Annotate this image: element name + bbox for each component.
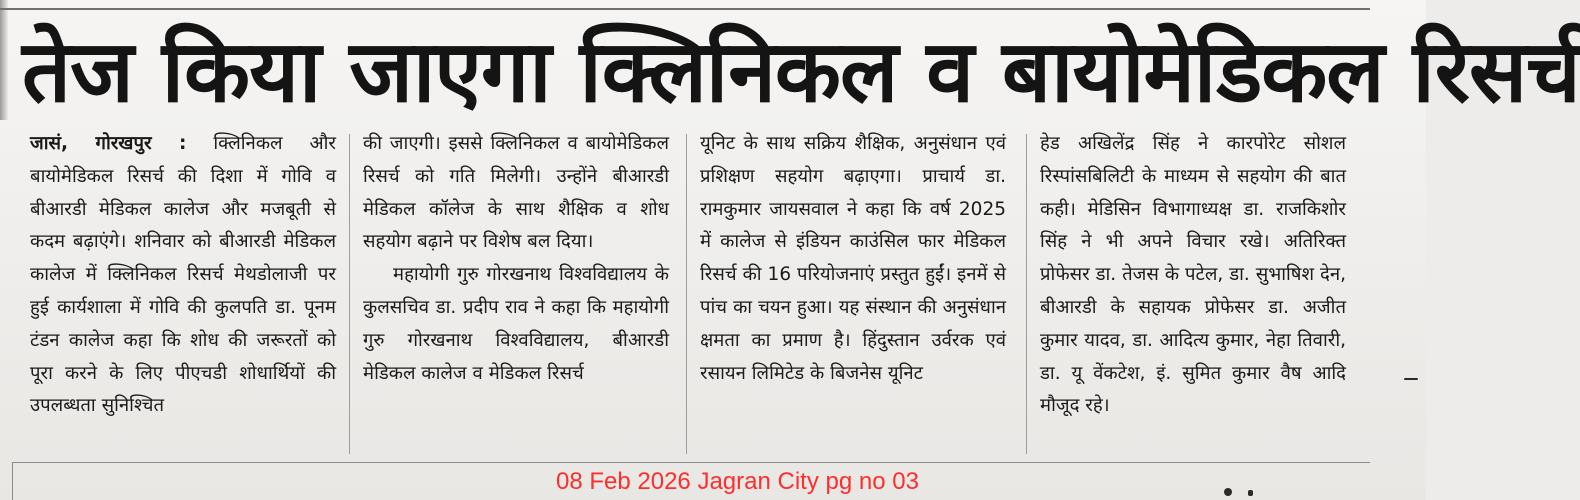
column-divider (1026, 134, 1027, 454)
bottom-rule-left (12, 462, 13, 500)
column-3-text: यूनिट के साथ सक्रिय शैक्षिक, अनुसंधान एवं प्रशिक्षण सहयोग बढ़ाएगा। प्राचार्य डा. रामकुमार जायसवाल ने कहा कि वर्ष 2025 में कालेज से इंडियन काउंसिल फार मेडिकल रिसर्च की 16 परियोजनाएं प्रस्तुत हुईं। इनमें से पांच का चयन हुआ। यह संस्थान की अनुसंधान क्षमता का प्रमाण है। हिंदुस्तान उर्वरक एवं रसायन लिमिटेड के बिजनेस यूनिट (700, 133, 1006, 384)
column-4-text: हेड अखिलेंद्र सिंह ने कारपोरेट सोशल रिस्पांसबिलिटी के माध्यम से सहयोग की बात कही। मेडिसिन विभागाध्यक्ष डा. राजकिशोर सिंह ने भी अपने विचार रखे। अतिरिक्त प्रोफेसर डा. तेजस के पटेल, डा. सुभाषिश देन, बीआरडी के सहायक प्रोफेसर डा. अजीत कुमार यादव, डा. आदित्य कुमार, नेहा तिवारी, डा. यू वेंकटेश, इं. सुमित कुमार वैष आदि मौजूद रहे। (1040, 133, 1346, 417)
bottom-rule (12, 462, 1370, 463)
source-caption: 08 Feb 2026 Jagran City pg no 03 (556, 468, 919, 495)
column-divider (349, 134, 350, 454)
print-speck (1404, 378, 1418, 380)
article-column-2 (363, 128, 669, 456)
article-column-4 (1040, 128, 1346, 456)
print-speck (1248, 490, 1253, 496)
column-2-paragraph-1: की जाएगी। इससे क्लिनिकल व बायोमेडिकल रिसर्च को गति मिलेगी। उन्होंने बीआरडी मेडिकल कॉलेज के साथ शैक्षिक व शोध सहयोग बढ़ाने पर विशेष बल दिया। (363, 133, 669, 253)
column-1-text: क्लिनिकल और बायोमेडिकल रिसर्च की दिशा में गोवि व बीआरडी मेडिकल कालेज और मजबूती से कदम बढ़ाएंगे। शनिवार को बीआरडी मेडिकल कालेज में क्लिनिकल रिसर्च मेथडोलाजी पर हुई कार्यशाला में गोवि की कुलपति डा. पूनम टंडन कालेज कहा कि शोध की जरूरतों को पूरा करने के लिए पीएचडी शोधार्थियों की उपलब्धता सुनिश्चित (30, 133, 336, 417)
top-rule (0, 8, 1370, 10)
headline: तेज किया जाएगा क्लिनिकल व बायोमेडिकल रिसर्च (22, 22, 1580, 122)
print-speck (1224, 488, 1232, 496)
column-2-paragraph-2: महायोगी गुरु गोरखनाथ विश्वविद्यालय के कुलसचिव डा. प्रदीप राव ने कहा कि महायोगी गुरु गोरखनाथ विश्वविद्यालय, बीआरडी मेडिकल कालेज व मेडिकल रिसर्च (363, 264, 669, 384)
article-column-3 (700, 128, 1006, 456)
page-edge-shadow (0, 0, 8, 120)
article-column-1 (30, 128, 336, 456)
dateline: जासं, गोरखपुर : (30, 133, 187, 154)
column-divider (686, 134, 687, 454)
